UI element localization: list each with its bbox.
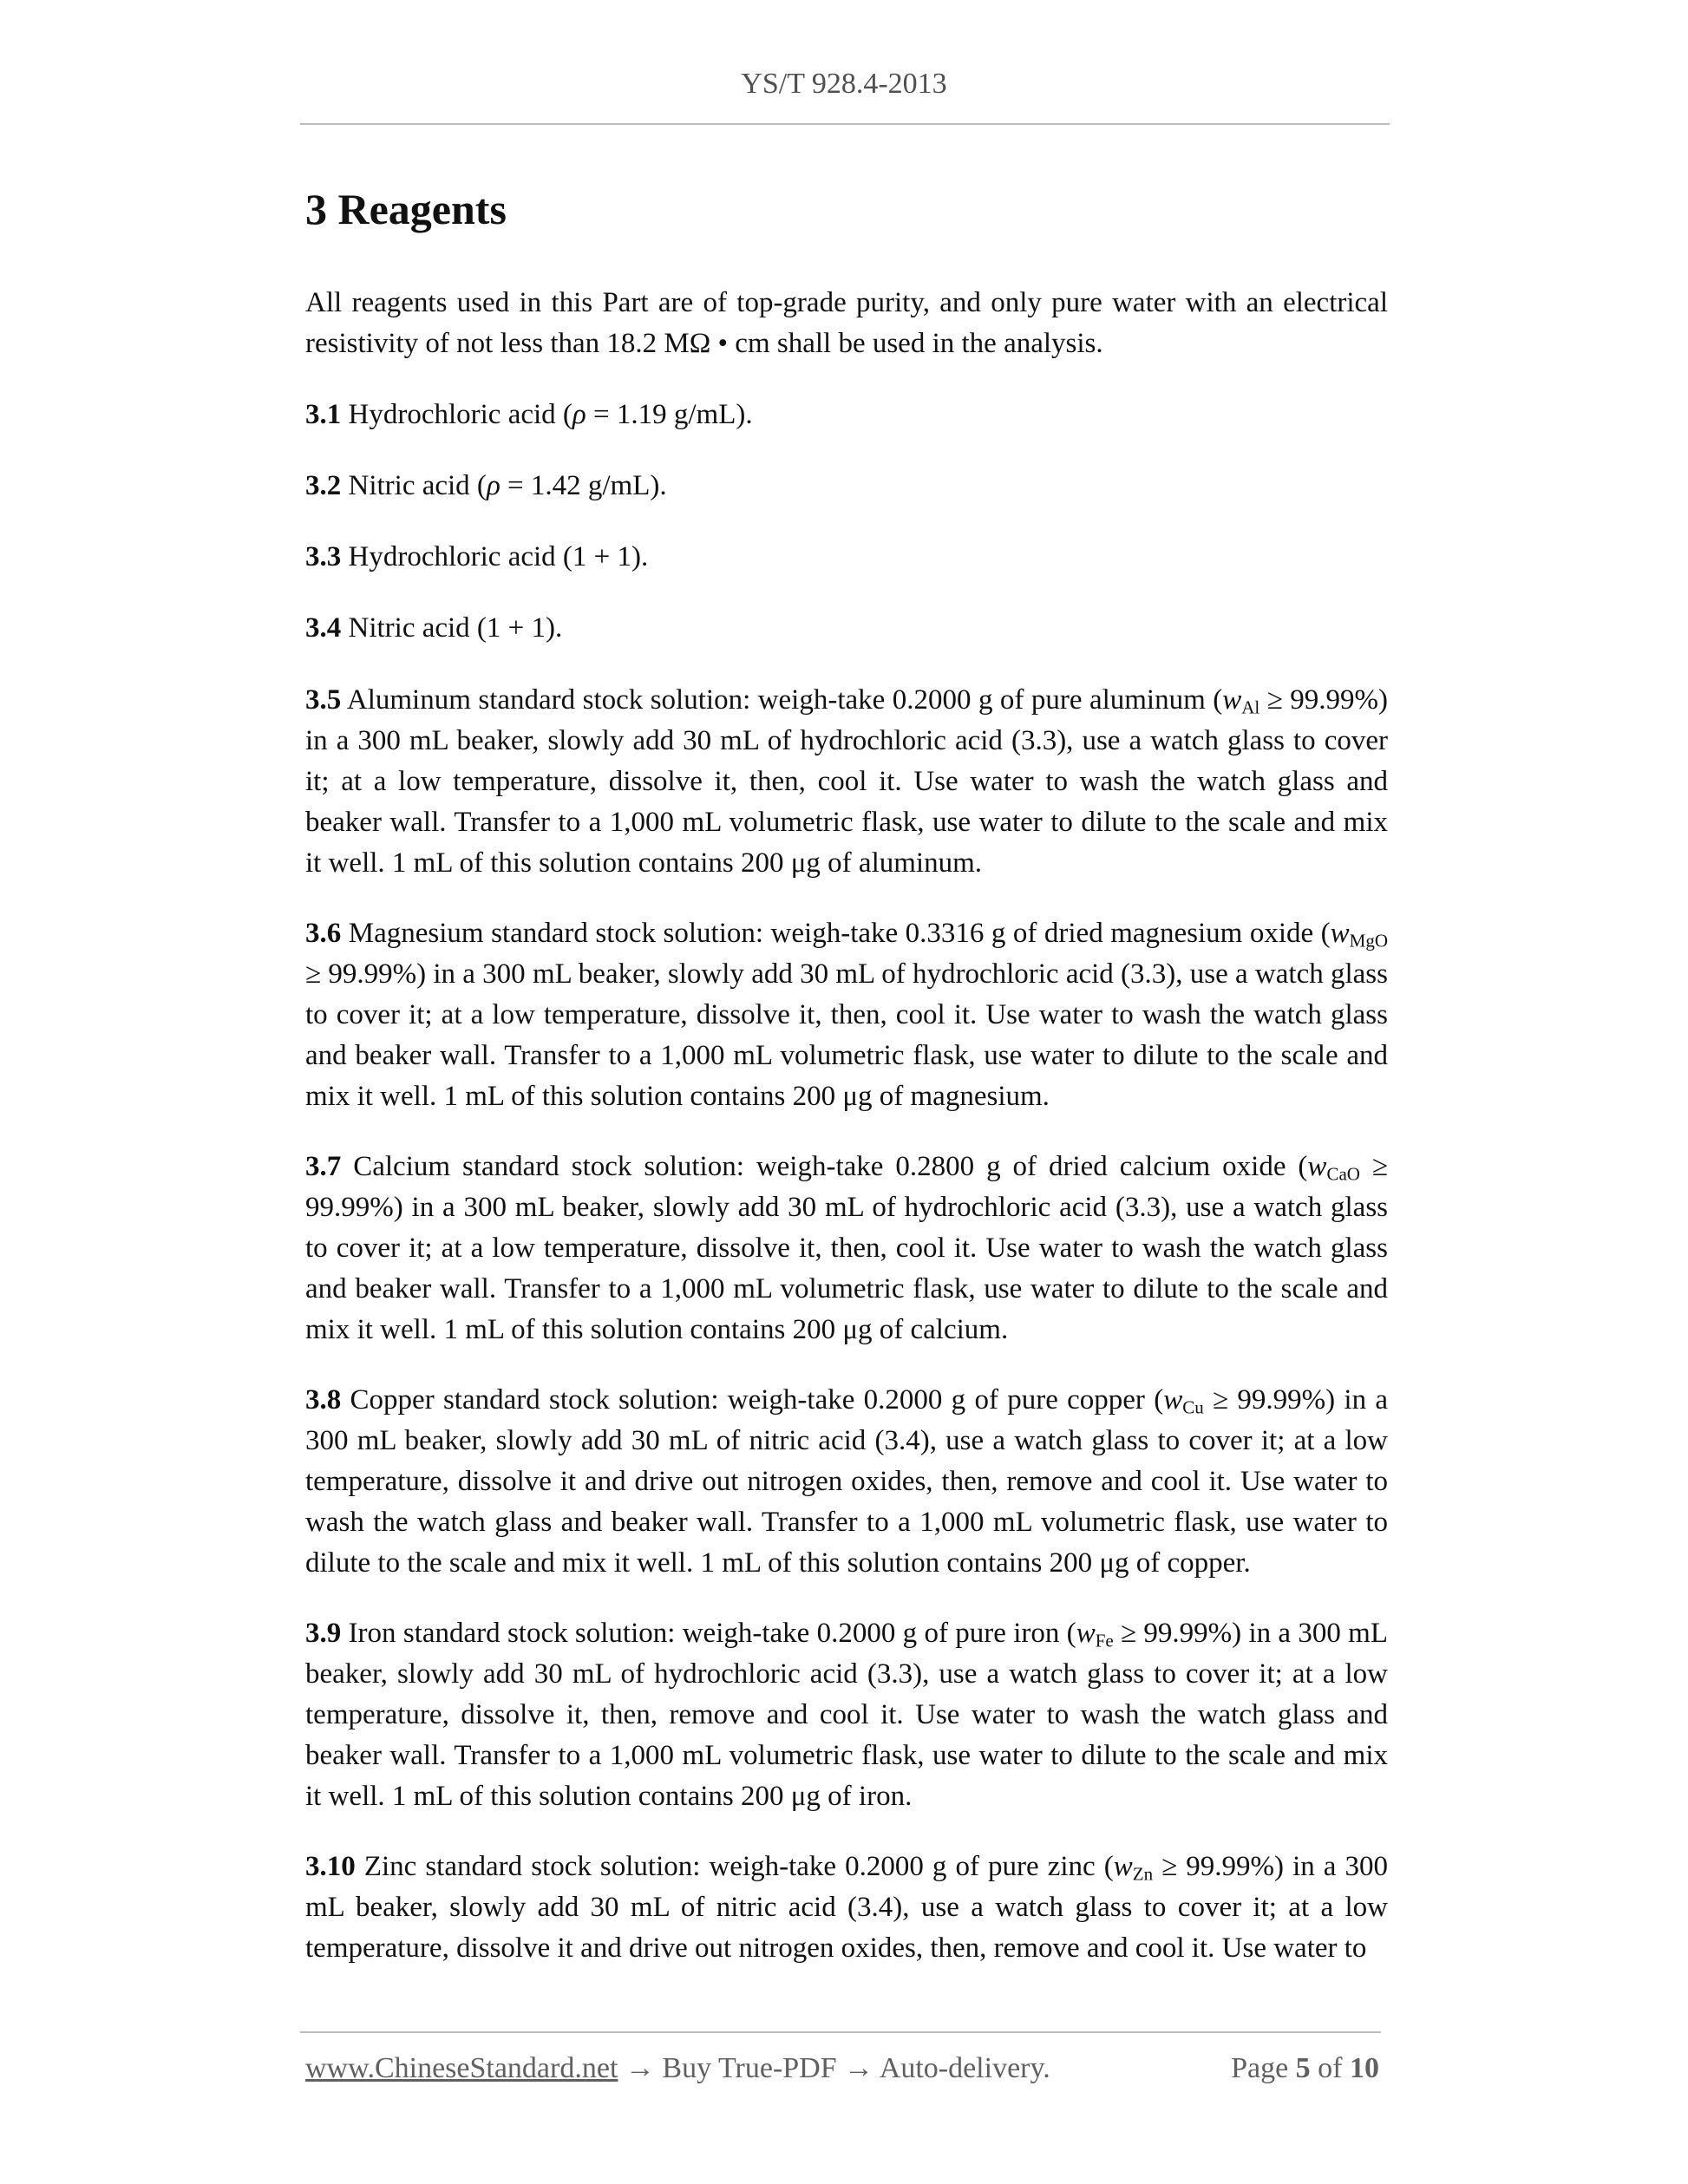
- item-number: 3.6: [305, 918, 342, 949]
- item-number: 3.5: [305, 684, 342, 716]
- item-number: 3.7: [305, 1151, 342, 1182]
- reagent-item-3-5: [305, 680, 1388, 884]
- section-title: 3 Reagents: [305, 185, 507, 233]
- auto-delivery-text: Auto-delivery.: [879, 2052, 1050, 2084]
- of-label: of: [1318, 2052, 1343, 2084]
- item-number: 3.3: [305, 541, 342, 572]
- item-text: Hydrochloric acid (: [348, 399, 572, 430]
- current-page-number: 5: [1295, 2052, 1311, 2084]
- intro-paragraph: All reagents used in this Part are of top-grade purity, and only pure water with an electrical resistivity of not less than 18.2 MΩ • cm shall be used in the analysis.: [305, 287, 1388, 359]
- item-text: ≥ 99.99%) in a 300 mL beaker, slowly add 30 mL of hydrochloric acid (3.3), use a watch glass to cover it; at a low temperature, dissolve it, then, cool it. Use water to wash the watch glass and beaker wall. Transfer to a 1,000 mL volumetric flask, use water to dilute to the scale and mix it well. 1 mL of this solution contains 200 μg of aluminum.: [305, 684, 1388, 879]
- reagent-item-3-9: [305, 1613, 1388, 1817]
- mass-fraction-symbol: w: [1076, 1618, 1096, 1649]
- buy-pdf-text: Buy True-PDF: [662, 2052, 837, 2084]
- item-text: Nitric acid (: [348, 470, 487, 501]
- item-text: = 1.19 g/mL).: [586, 399, 753, 430]
- page-label: Page: [1231, 2052, 1289, 2084]
- mass-fraction-subscript: Zn: [1132, 1863, 1154, 1885]
- item-number: 3.4: [305, 612, 342, 644]
- item-text: Iron standard stock solution: weigh-take 0.2000 g of pure iron (: [348, 1618, 1076, 1649]
- item-text: Magnesium standard stock solution: weigh-take 0.3316 g of dried magnesium oxide (: [348, 918, 1331, 949]
- item-number: 3.8: [305, 1384, 342, 1416]
- mass-fraction-subscript: Cu: [1182, 1396, 1204, 1418]
- item-text: Calcium standard stock solution: weigh-take 0.2800 g of dried calcium oxide (: [353, 1151, 1308, 1182]
- footer-divider: [300, 2031, 1381, 2033]
- mass-fraction-symbol: w: [1163, 1384, 1183, 1416]
- item-number: 3.1: [305, 399, 342, 430]
- mass-fraction-subscript: Fe: [1095, 1630, 1114, 1651]
- item-text: Aluminum standard stock solution: weigh-take 0.2000 g of pure aluminum (: [346, 684, 1223, 716]
- mass-fraction-subscript: CaO: [1326, 1163, 1360, 1185]
- item-number: 3.10: [305, 1851, 356, 1882]
- mass-fraction-symbol: w: [1330, 918, 1350, 949]
- mass-fraction-subscript: MgO: [1349, 930, 1389, 951]
- reagent-item-3-6: [305, 913, 1388, 1117]
- item-text: ≥ 99.99%) in a 300 mL beaker, slowly add 30 mL of nitric acid (3.4), use a watch glass to cover it; at a low temperature, dissolve it and drive out nitrogen oxides, then, remove and cool it. Use water to: [305, 1851, 1389, 1964]
- item-number: 3.9: [305, 1618, 342, 1649]
- item-text: Zinc standard stock solution: weigh-take 0.2000 g of pure zinc (: [363, 1851, 1114, 1882]
- header-divider: [300, 123, 1390, 125]
- item-text: Copper standard stock solution: weigh-take 0.2000 g of pure copper (: [350, 1384, 1164, 1416]
- mass-fraction-symbol: w: [1307, 1151, 1327, 1182]
- reagent-item-3-4: [305, 608, 1388, 649]
- density-symbol: ρ: [572, 399, 586, 430]
- reagent-item-3-8: [305, 1380, 1388, 1584]
- mass-fraction-subscript: Al: [1241, 696, 1260, 718]
- reagent-item-3-3: [305, 537, 1388, 578]
- footer-links: [305, 2052, 1050, 2085]
- item-text: ≥ 99.99%) in a 300 mL beaker, slowly add 30 mL of hydrochloric acid (3.3), use a watch glass to cover it; at a low temperature, dissolve it, then, cool it. Use water to wash the watch glass and beaker wall. Transfer to a 1,000 mL volumetric flask, use water to dilute to the scale and mix it well. 1 mL of this solution contains 200 μg of magnesium.: [305, 958, 1388, 1112]
- density-symbol: ρ: [486, 470, 501, 501]
- reagent-item-3-2: [305, 466, 1388, 507]
- reagent-item-3-1: [305, 395, 1388, 435]
- item-text: ≥ 99.99%) in a 300 mL beaker, slowly add 30 mL of nitric acid (3.4), use a watch glass to cover it; at a low temperature, dissolve it and drive out nitrogen oxides, then, remove and cool it. Use water to wash the watch glass and beaker wall. Transfer to a 1,000 mL volumetric flask, use water to dilute to the scale and mix it well. 1 mL of this solution contains 200 μg of copper.: [305, 1384, 1388, 1579]
- total-pages-number: 10: [1350, 2052, 1379, 2084]
- reagent-item-3-7: [305, 1147, 1388, 1350]
- mass-fraction-symbol: w: [1222, 684, 1242, 716]
- mass-fraction-symbol: w: [1113, 1851, 1133, 1882]
- item-text: ≥ 99.99%) in a 300 mL beaker, slowly add 30 mL of hydrochloric acid (3.3), use a watch glass to cover it; at a low temperature, dissolve it, then, cool it. Use water to wash the watch glass and beaker wall. Transfer to a 1,000 mL volumetric flask, use water to dilute to the scale and mix it well. 1 mL of this solution contains 200 μg of calcium.: [305, 1151, 1389, 1345]
- page-indicator: [1231, 2052, 1379, 2085]
- item-text: ≥ 99.99%) in a 300 mL beaker, slowly add 30 mL of hydrochloric acid (3.3), use a watch glass to cover it; at a low temperature, dissolve it, then, remove and cool it. Use water to wash the watch glass and beaker wall. Transfer to a 1,000 mL volumetric flask, use water to dilute to the scale and mix it well. 1 mL of this solution contains 200 μg of iron.: [305, 1618, 1389, 1812]
- arrow-icon: →: [625, 2052, 655, 2084]
- document-code-header: YS/T 928.4-2013: [741, 68, 947, 100]
- item-number: 3.2: [305, 470, 342, 501]
- reagent-item-3-10: [305, 1847, 1388, 1969]
- item-text: Hydrochloric acid (1 + 1).: [348, 541, 649, 572]
- website-link[interactable]: www.ChineseStandard.net: [305, 2052, 618, 2084]
- item-text: = 1.42 g/mL).: [500, 470, 667, 501]
- item-text: Nitric acid (1 + 1).: [348, 612, 563, 644]
- arrow-icon: →: [844, 2052, 874, 2084]
